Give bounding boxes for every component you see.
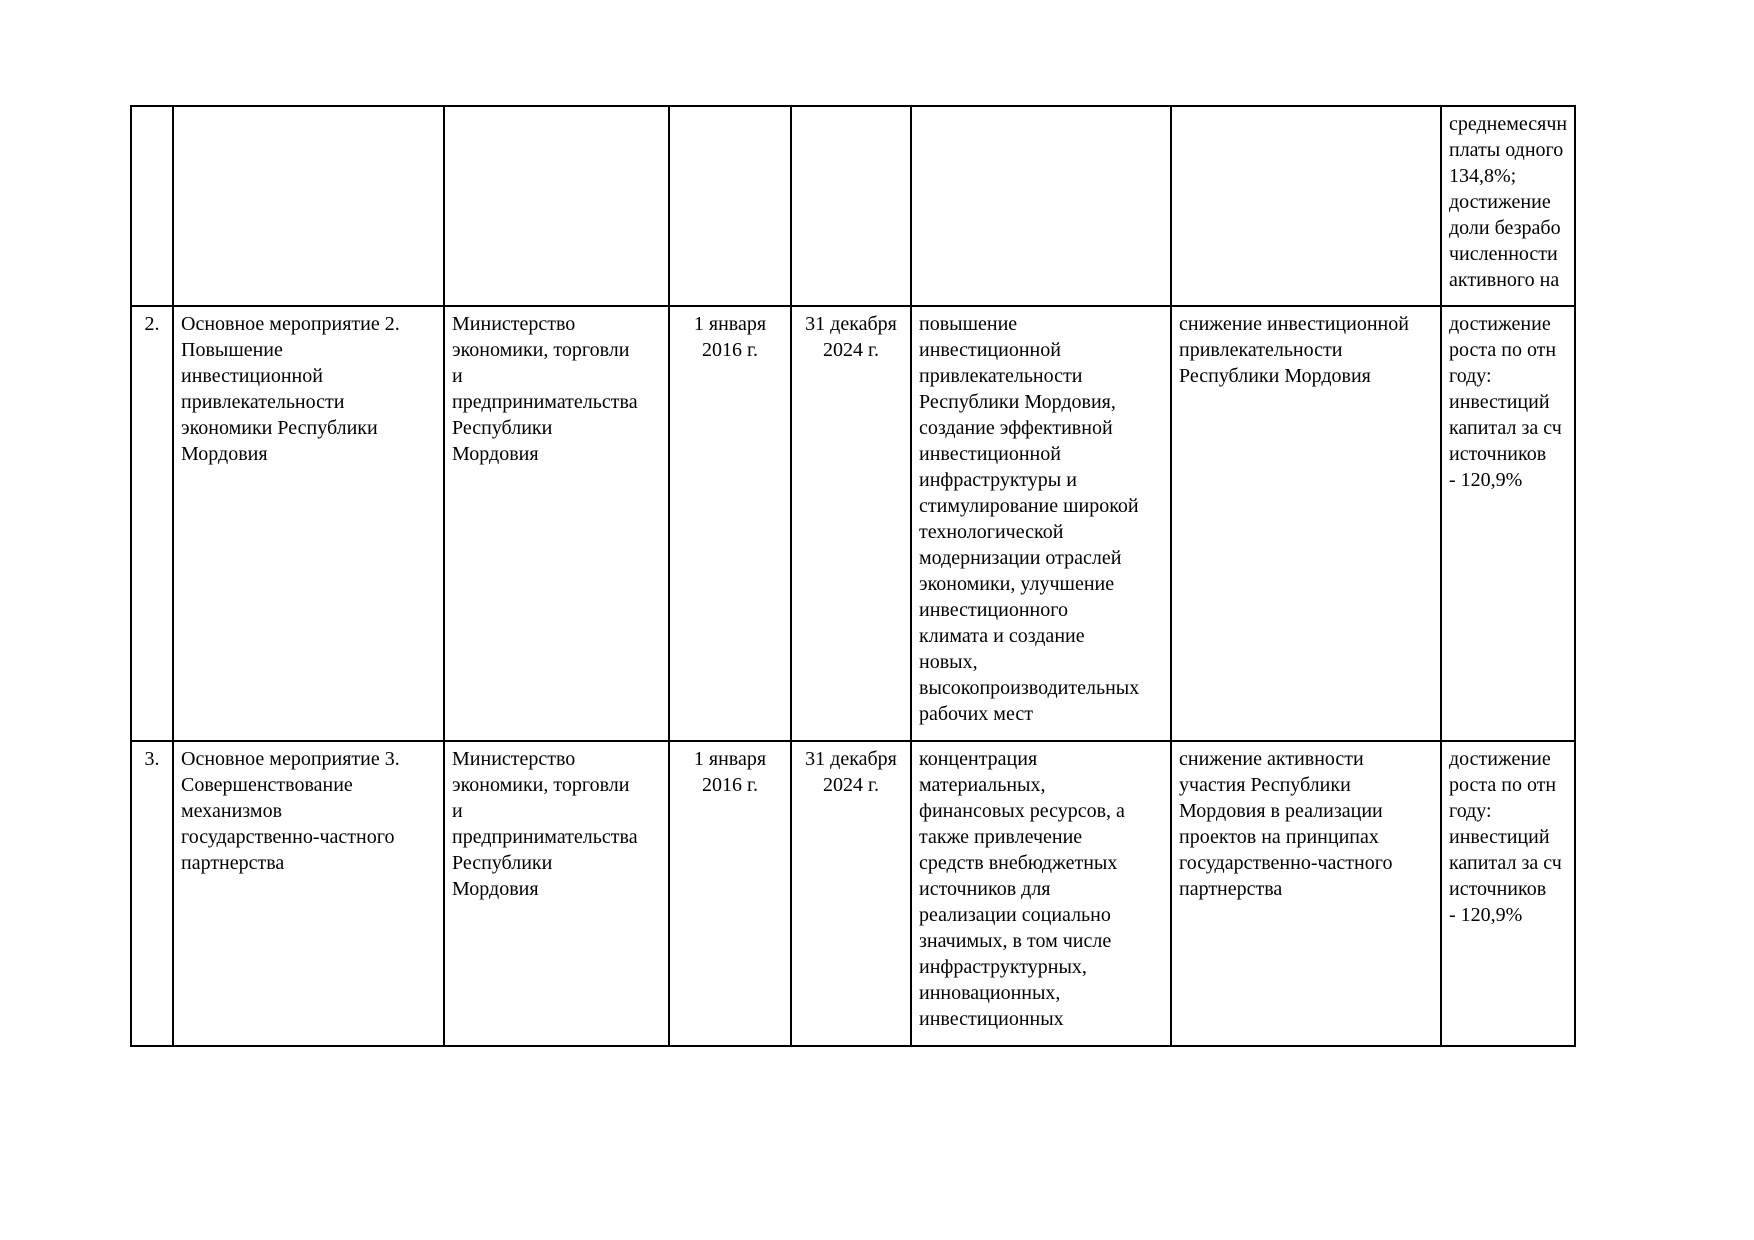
table-row xyxy=(131,741,1575,1046)
cell-executor: Министерство экономики, торговли и предпринимательства Республики Мордовия xyxy=(444,306,669,741)
cell-row-number: 2. xyxy=(131,306,173,741)
cell-target-indicators: среднемесячн платы одного 134,8%; достижение доли безрабо численности активного на xyxy=(1441,106,1575,306)
cell-expected-result xyxy=(911,106,1171,306)
cell-row-number xyxy=(131,106,173,306)
cell-end-date: 31 декабря 2024 г. xyxy=(791,741,911,1046)
cell-activity-name xyxy=(173,106,444,306)
cell-end-date: 31 декабря 2024 г. xyxy=(791,306,911,741)
cell-end-date xyxy=(791,106,911,306)
cell-target-indicators: достижение роста по отн году: инвестиций капитал за сч источников - 120,9% xyxy=(1441,306,1575,741)
cell-non-implementation-consequence: снижение активности участия Республики Мордовия в реализации проектов на принципах государственно-частного партнерства xyxy=(1171,741,1441,1046)
cell-start-date xyxy=(669,106,791,306)
cell-non-implementation-consequence xyxy=(1171,106,1441,306)
cell-expected-result: повышение инвестиционной привлекательности Республики Мордовия, создание эффективной инвестиционной инфраструктуры и стимулирование широкой технологической модернизации отраслей экономики, улучшение инвестиционного климата и создание новых, высокопроизводительных рабочих мест xyxy=(911,306,1171,741)
cell-start-date: 1 января 2016 г. xyxy=(669,741,791,1046)
cell-row-number: 3. xyxy=(131,741,173,1046)
cell-activity-name: Основное мероприятие 3. Совершенствование механизмов государственно-частного партнерства xyxy=(173,741,444,1046)
cell-start-date: 1 января 2016 г. xyxy=(669,306,791,741)
table-row xyxy=(131,306,1575,741)
cell-executor xyxy=(444,106,669,306)
cell-activity-name: Основное мероприятие 2. Повышение инвестиционной привлекательности экономики Республики Мордовия xyxy=(173,306,444,741)
table-row xyxy=(131,106,1575,306)
cell-expected-result: концентрация материальных, финансовых ресурсов, а также привлечение средств внебюджетных источников для реализации социально значимых, в том числе инфраструктурных, инновационных, инвестиционных xyxy=(911,741,1171,1046)
cell-target-indicators: достижение роста по отн году: инвестиций капитал за сч источников - 120,9% xyxy=(1441,741,1575,1046)
cell-executor: Министерство экономики, торговли и предпринимательства Республики Мордовия xyxy=(444,741,669,1046)
program-activities-table xyxy=(130,105,1576,1047)
cell-non-implementation-consequence: снижение инвестиционной привлекательности Республики Мордовия xyxy=(1171,306,1441,741)
